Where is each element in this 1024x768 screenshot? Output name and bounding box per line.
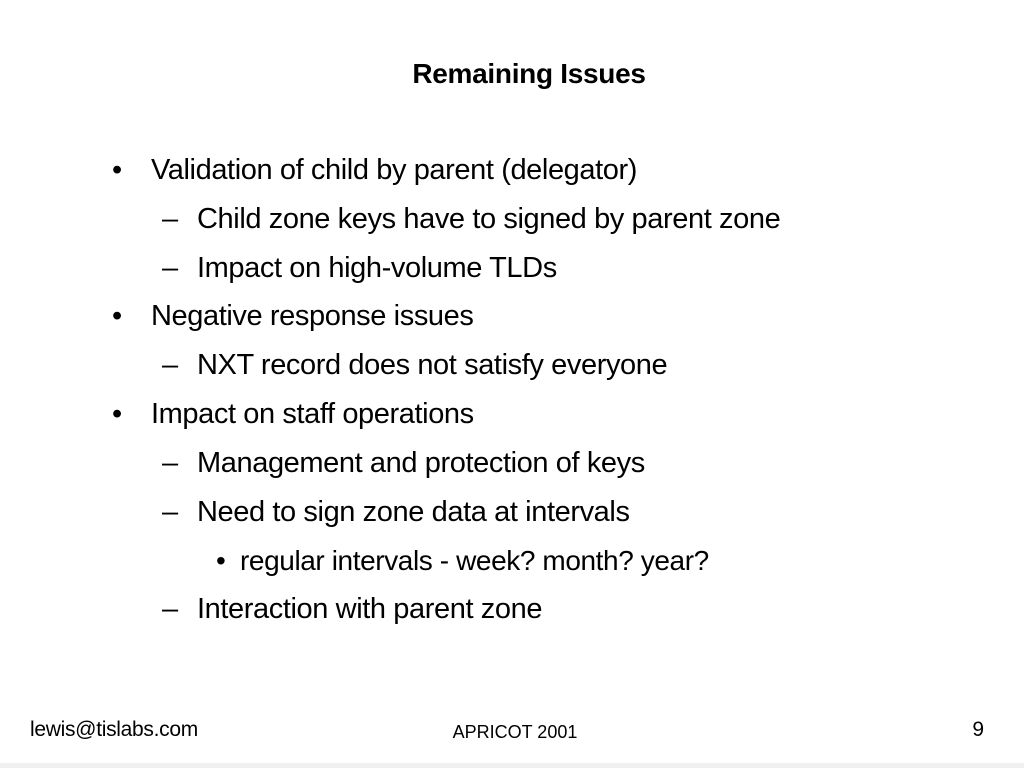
sub-sub-bullet-text: regular intervals - week? month? year? (240, 545, 709, 576)
dash-marker: – (162, 203, 178, 235)
sub-bullet-text: Impact on high-volume TLDs (197, 252, 557, 284)
sub-bullet-text: Management and protection of keys (197, 447, 645, 479)
dash-marker: – (162, 496, 178, 528)
bullet-marker: • (112, 154, 122, 186)
sub-bullet-item (162, 201, 780, 237)
sub-bullet-item (162, 591, 542, 627)
bullet-marker: • (112, 398, 122, 430)
dash-marker: – (162, 447, 178, 479)
bullet-text: Negative response issues (151, 300, 474, 332)
bullet-item (112, 152, 637, 188)
sub-bullet-item (162, 494, 630, 530)
dash-marker: – (162, 349, 178, 381)
bullet-item (112, 298, 473, 334)
sub-bullet-item (162, 250, 557, 286)
slide-title: Remaining Issues (412, 58, 646, 89)
dash-marker: – (162, 593, 178, 625)
sub-bullet-text: Child zone keys have to signed by parent zone (197, 203, 781, 235)
sub-bullet-item (162, 347, 667, 383)
bottom-rule (0, 763, 1024, 768)
sub-bullet-text: NXT record does not satisfy everyone (197, 349, 668, 381)
bullet-marker: • (216, 545, 226, 576)
dash-marker: – (162, 252, 178, 284)
footer-email: lewis@tislabs.com (30, 718, 198, 741)
page-number: 9 (972, 718, 984, 741)
bullet-text: Validation of child by parent (delegator) (151, 154, 638, 186)
sub-sub-bullet-item (216, 543, 709, 579)
sub-bullet-text: Need to sign zone data at intervals (197, 496, 630, 528)
sub-bullet-item (162, 445, 645, 481)
bullet-text: Impact on staff operations (151, 398, 474, 430)
footer-event: APRICOT 2001 (452, 722, 578, 742)
bullet-marker: • (112, 300, 122, 332)
bullet-item (112, 396, 474, 432)
sub-bullet-text: Interaction with parent zone (197, 593, 543, 625)
